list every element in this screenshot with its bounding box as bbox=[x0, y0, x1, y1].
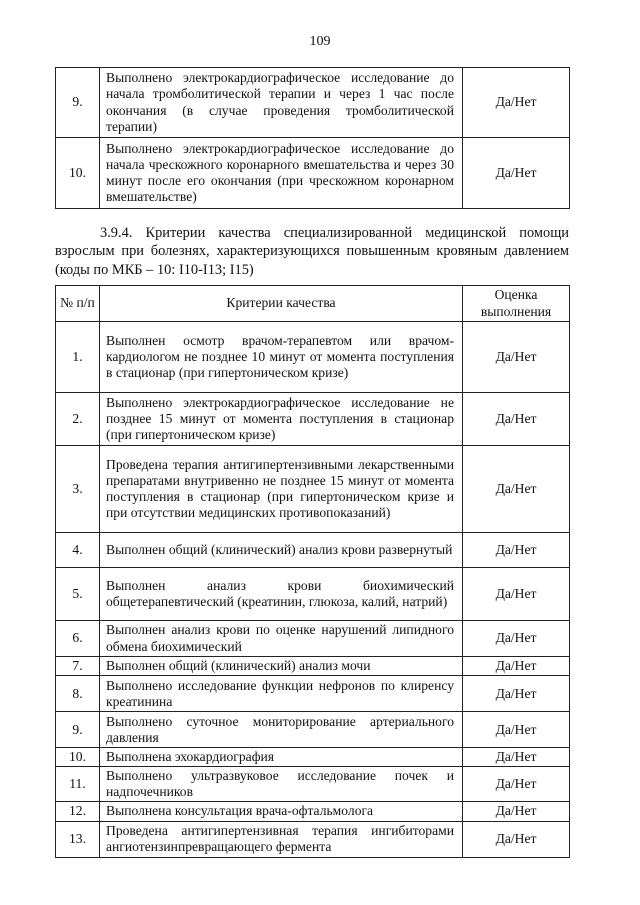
table-row bbox=[56, 748, 570, 767]
header-criteria: Критерии качества bbox=[100, 286, 463, 322]
row-number: 7. bbox=[56, 657, 100, 676]
table-row bbox=[56, 712, 570, 748]
result-value: Да/Нет bbox=[463, 533, 570, 568]
criterion-text: Выполнен анализ крови биохимический общетерапевтический (креатинин, глюкоза, калий, натрий) bbox=[100, 568, 463, 621]
result-value: Да/Нет bbox=[463, 68, 570, 138]
table-header-row bbox=[56, 286, 570, 322]
row-number: 13. bbox=[56, 821, 100, 857]
criterion-text: Выполнен общий (клинический) анализ крови развернутый bbox=[100, 533, 463, 568]
table-row bbox=[56, 676, 570, 712]
criterion-text: Выполнено электрокардиографическое исследование до начала тромболитической терапии и через 1 час после окончания (в случае проведения тромболитической терапии) bbox=[100, 68, 463, 138]
row-number: 9. bbox=[56, 712, 100, 748]
table-row bbox=[56, 767, 570, 802]
page-number: 109 bbox=[309, 34, 331, 49]
row-number: 10. bbox=[56, 748, 100, 767]
table-row bbox=[56, 533, 570, 568]
criterion-text: Выполнено суточное мониторирование артериального давления bbox=[100, 712, 463, 748]
result-value: Да/Нет bbox=[463, 676, 570, 712]
continued-criteria-table bbox=[55, 67, 570, 209]
table-row bbox=[56, 446, 570, 533]
table-row bbox=[56, 568, 570, 621]
result-value: Да/Нет bbox=[463, 657, 570, 676]
criterion-text: Выполнено исследование функции нефронов по клиренсу креатинина bbox=[100, 676, 463, 712]
table-row bbox=[56, 802, 570, 821]
result-value: Да/Нет bbox=[463, 767, 570, 802]
header-number: № п/п bbox=[56, 286, 100, 322]
result-value: Да/Нет bbox=[463, 138, 570, 209]
row-number: 4. bbox=[56, 533, 100, 568]
table-row bbox=[56, 657, 570, 676]
row-number: 1. bbox=[56, 322, 100, 393]
result-value: Да/Нет bbox=[463, 393, 570, 446]
row-number: 9. bbox=[56, 68, 100, 138]
result-value: Да/Нет bbox=[463, 446, 570, 533]
table-row bbox=[56, 621, 570, 657]
section-heading-text: 3.9.4. Критерии качества специализированной медицинской помощи взрослым при болезнях, характеризующихся повышенным кровяным давлением (коды по МКБ – 10: I10-I13; I15) bbox=[55, 225, 569, 278]
criterion-text: Выполнен общий (клинический) анализ мочи bbox=[100, 657, 463, 676]
result-value: Да/Нет bbox=[463, 322, 570, 393]
criterion-text: Выполнена консультация врача-офтальмолога bbox=[100, 802, 463, 821]
criterion-text: Проведена терапия антигипертензивными лекарственными препаратами внутривенно не позднее 15 минут от момента поступления в стационар (при гипертоническом кризе и при отсутствии медицинских противопоказаний) bbox=[100, 446, 463, 533]
header-result: Оценка выполнения bbox=[463, 286, 570, 322]
result-value: Да/Нет bbox=[463, 802, 570, 821]
criterion-text: Выполнено электрокардиографическое исследование до начала чрескожного коронарного вмешательства и через 30 минут после его окончания (при чрескожном коронарном вмешательстве) bbox=[100, 138, 463, 209]
criterion-text: Выполнена эхокардиография bbox=[100, 748, 463, 767]
row-number: 2. bbox=[56, 393, 100, 446]
section-heading bbox=[55, 224, 569, 279]
table-row bbox=[56, 821, 570, 857]
criterion-text: Выполнен осмотр врачом-терапевтом или врачом-кардиологом не позднее 10 минут от момента поступления в стационар (при гипертоническом кризе) bbox=[100, 322, 463, 393]
row-number: 10. bbox=[56, 138, 100, 209]
criterion-text: Проведена антигипертензивная терапия ингибиторами ангиотензинпревращающего фермента bbox=[100, 821, 463, 857]
result-value: Да/Нет bbox=[463, 748, 570, 767]
row-number: 3. bbox=[56, 446, 100, 533]
row-number: 6. bbox=[56, 621, 100, 657]
table-row bbox=[56, 322, 570, 393]
row-number: 12. bbox=[56, 802, 100, 821]
result-value: Да/Нет bbox=[463, 621, 570, 657]
row-number: 5. bbox=[56, 568, 100, 621]
table-row bbox=[56, 138, 570, 209]
criterion-text: Выполнено электрокардиографическое исследование не позднее 15 минут от момента поступления в стационар (при гипертоническом кризе) bbox=[100, 393, 463, 446]
row-number: 11. bbox=[56, 767, 100, 802]
quality-criteria-table bbox=[55, 285, 570, 858]
table-row bbox=[56, 393, 570, 446]
result-value: Да/Нет bbox=[463, 821, 570, 857]
result-value: Да/Нет bbox=[463, 712, 570, 748]
table-row bbox=[56, 68, 570, 138]
row-number: 8. bbox=[56, 676, 100, 712]
result-value: Да/Нет bbox=[463, 568, 570, 621]
criterion-text: Выполнен анализ крови по оценке нарушений липидного обмена биохимический bbox=[100, 621, 463, 657]
criterion-text: Выполнено ультразвуковое исследование почек и надпочечников bbox=[100, 767, 463, 802]
